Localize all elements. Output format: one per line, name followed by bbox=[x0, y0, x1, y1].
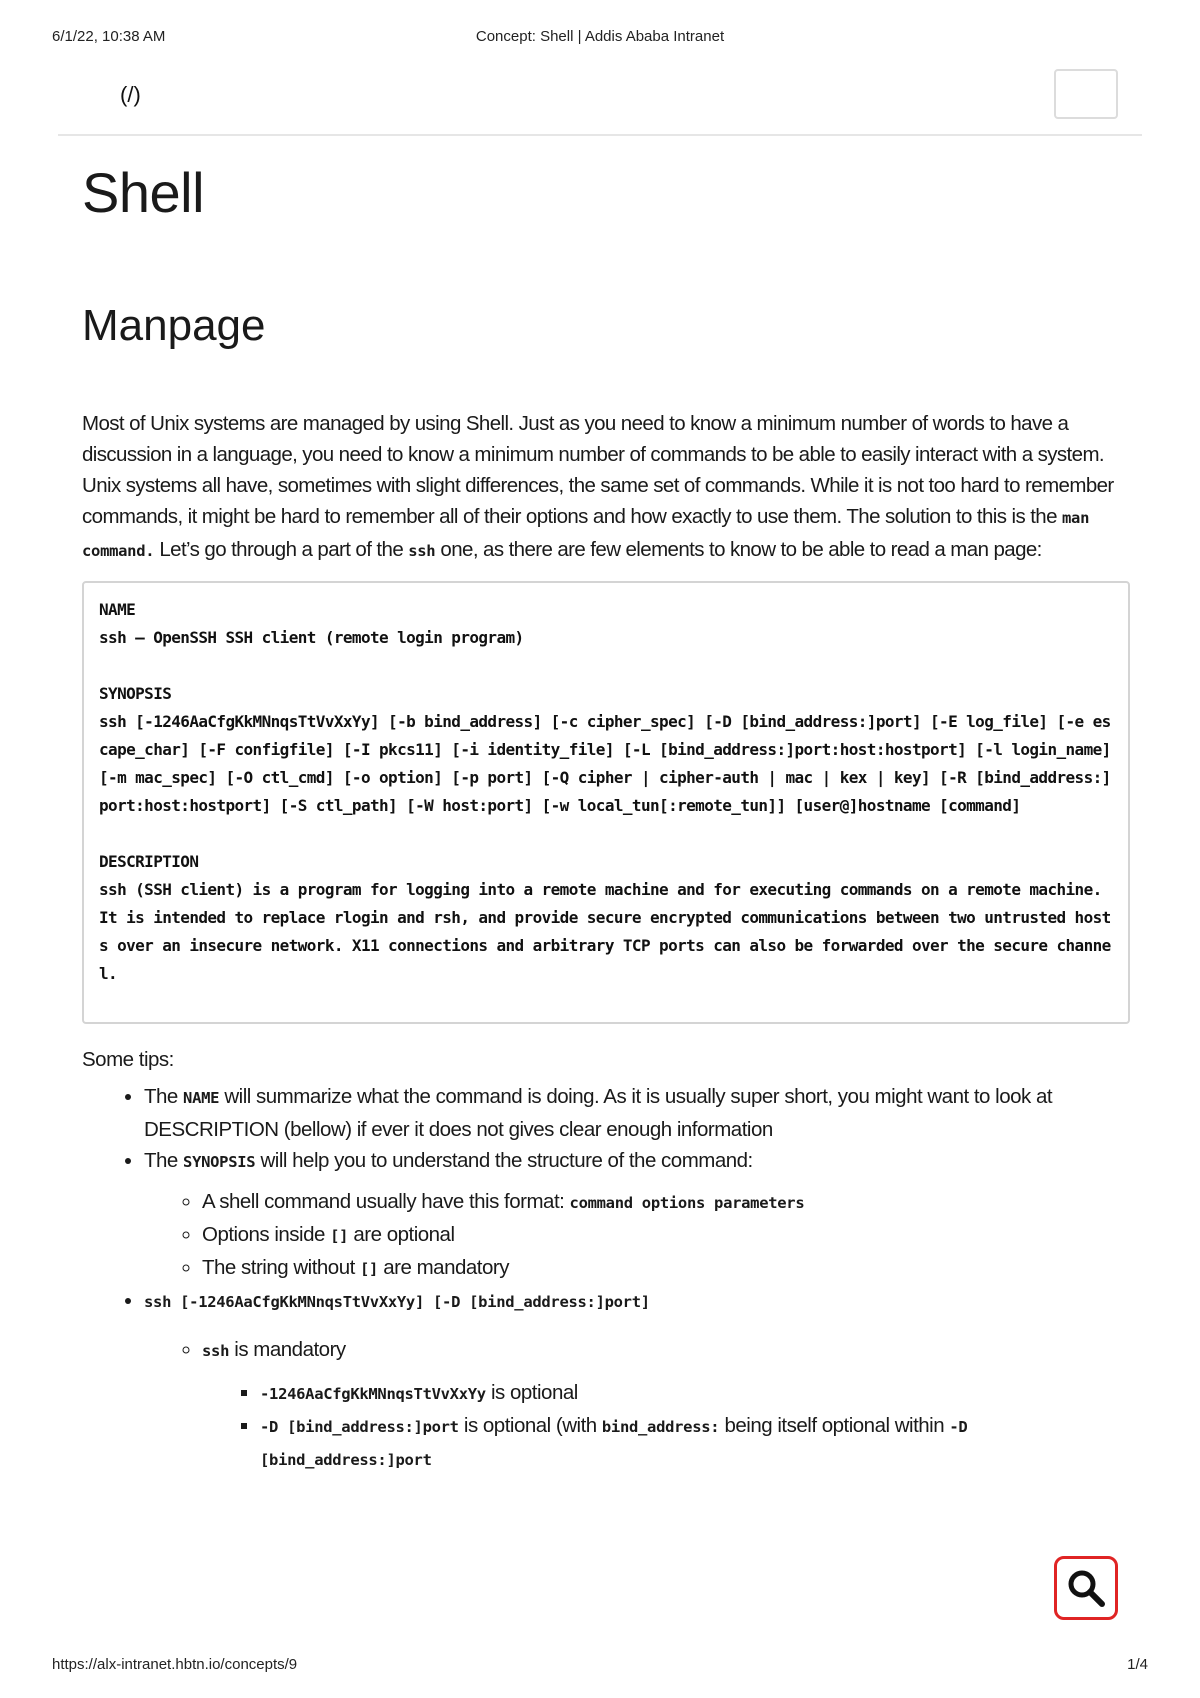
section-title: Manpage bbox=[82, 300, 266, 350]
intro-text-2: Let’s go through a part of the bbox=[154, 537, 409, 561]
tip-optional-code: [] bbox=[330, 1226, 349, 1245]
tip-ssh-post: is mandatory bbox=[229, 1337, 346, 1361]
tip-name-pre: The bbox=[144, 1084, 184, 1108]
tip-d-code-3: -D [bind_address:]port bbox=[260, 1417, 968, 1469]
tip-name bbox=[144, 1081, 1130, 1145]
intro-code-man: man command. bbox=[82, 508, 1090, 560]
tip-mandatory-post: are mandatory bbox=[378, 1255, 509, 1279]
main-content bbox=[82, 150, 1130, 1476]
tip-mandatory-pre: The string without bbox=[202, 1255, 360, 1279]
tip-mandatory bbox=[202, 1252, 1130, 1285]
tip-format bbox=[202, 1186, 1130, 1219]
manpage-synopsis-heading: SYNOPSIS bbox=[99, 683, 172, 703]
tip-synopsis-pre: The bbox=[144, 1148, 184, 1172]
print-footer bbox=[52, 1656, 1148, 1676]
tip-format-pre: A shell command usually have this format: bbox=[202, 1189, 570, 1213]
example-sublist bbox=[144, 1334, 1130, 1476]
tip-ssh-mandatory bbox=[202, 1334, 1130, 1476]
intro-text-3: one, as there are few elements to know to be able to read a man page: bbox=[435, 537, 1042, 561]
manpage-description-heading: DESCRIPTION bbox=[99, 851, 199, 871]
tip-d-mid-1: is optional (with bbox=[458, 1413, 602, 1437]
manpage-name-heading: NAME bbox=[99, 599, 136, 619]
tip-optional-post: are optional bbox=[348, 1222, 455, 1246]
manpage-description-text: ssh (SSH client) is a program for logging into a remote machine and for executing commands on a remote machine. It is intended to replace rlogin and rsh, and provide secure encrypted communications between two untrusted hosts over an insecure network. X11 connections and arbitrary TCP ports can also be forwarded over the secure channel. bbox=[99, 879, 1111, 983]
tip-name-post: will summarize what the command is doing. As it is usually super short, you might want to look at DESCRIPTION (bellow) if ever it does not gives clear enough information bbox=[144, 1084, 1053, 1141]
tips-label: Some tips: bbox=[82, 1047, 174, 1071]
manpage-name-line: ssh — OpenSSH SSH client (remote login program) bbox=[99, 627, 524, 647]
manpage-synopsis-text: ssh [-1246AaCfgKkMNnqsTtVvXxYy] [-b bind_address] [-c cipher_spec] [-D [bind_address:]port] [-E log_file] [-e escape_char] [-F configfile] [-I pkcs11] [-i identity_file] [-L [bind_address:]port:host:hostport] [-l login_name] [-m mac_spec] [-O ctl_cmd] [-o option] [-p port] [-Q cipher | cipher-auth | mac | kex | key] [-R [bind_address:]port:host:hostport] [-S ctl_path] [-W host:port] [-w local_tun[:remote_tun]] [user@]hostname [command] bbox=[99, 711, 1120, 815]
intro-paragraph bbox=[82, 408, 1130, 567]
tip-mandatory-code: [] bbox=[360, 1259, 379, 1278]
tip-example bbox=[144, 1285, 1130, 1476]
manpage-code-block bbox=[82, 581, 1130, 1024]
tip-format-code: command options parameters bbox=[569, 1193, 805, 1212]
print-page-title: Concept: Shell | Addis Ababa Intranet bbox=[475, 28, 725, 45]
synopsis-sublist bbox=[144, 1186, 1130, 1285]
intro-code-ssh: ssh bbox=[408, 541, 436, 560]
tip-d-code-1: -D [bind_address:]port bbox=[260, 1417, 459, 1436]
tip-optional bbox=[202, 1219, 1130, 1252]
intro-text-1: Most of Unix systems are managed by using Shell. Just as you need to know a minimum number of words to have a discussion in a language, you need to know a minimum number of commands to be able to easily interact with a system. Unix systems all have, sometimes with slight differences, the same set of commands. While it is not too hard to remember commands, it might be hard to remember all of their options and how exactly to use them. The solution to this is the bbox=[82, 411, 1114, 528]
print-date: 6/1/22, 10:38 AM bbox=[52, 28, 166, 45]
tip-synopsis-post: will help you to understand the structure of the command: bbox=[255, 1148, 753, 1172]
menu-toggle-button[interactable] bbox=[1054, 69, 1118, 119]
ssh-sublist bbox=[202, 1377, 1130, 1476]
tip-flags-optional bbox=[260, 1377, 1130, 1410]
tip-d-code-2: bind_address: bbox=[601, 1417, 720, 1436]
print-page-number: 1/4 bbox=[1127, 1656, 1148, 1673]
print-url: https://alx-intranet.hbtn.io/concepts/9 bbox=[52, 1656, 298, 1673]
search-icon bbox=[1066, 1568, 1106, 1608]
tip-d-mid-2: being itself optional within bbox=[719, 1413, 950, 1437]
top-navbar bbox=[58, 68, 1142, 136]
tip-ssh-code: ssh bbox=[202, 1341, 230, 1360]
tip-flags-post: is optional bbox=[485, 1380, 578, 1404]
tip-name-code: NAME bbox=[183, 1088, 220, 1107]
tips-list bbox=[82, 1081, 1130, 1476]
tip-synopsis bbox=[144, 1145, 1130, 1285]
tip-example-code: ssh [-1246AaCfgKkMNnqsTtVvXxYy] [-D [bind_address:]port] bbox=[144, 1292, 650, 1311]
tip-d-optional bbox=[260, 1410, 1130, 1476]
tip-flags-code: -1246AaCfgKkMNnqsTtVvXxYy bbox=[260, 1384, 486, 1403]
home-link[interactable]: (/) bbox=[120, 82, 141, 107]
page-title: Shell bbox=[82, 161, 205, 224]
print-header bbox=[52, 28, 1148, 48]
search-button[interactable] bbox=[1054, 1556, 1118, 1620]
tip-optional-pre: Options inside bbox=[202, 1222, 331, 1246]
tip-synopsis-code: SYNOPSIS bbox=[183, 1152, 256, 1171]
